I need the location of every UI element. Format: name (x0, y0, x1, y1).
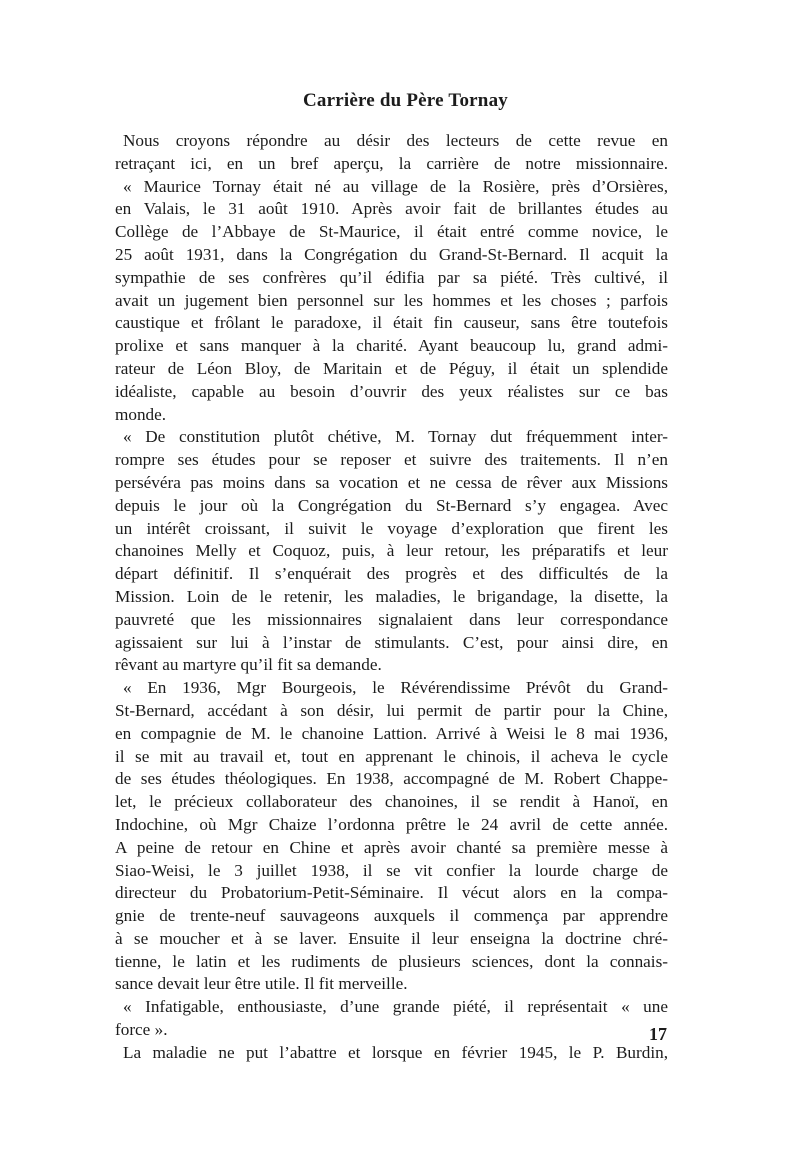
text-line: rompre ses études pour se reposer et suivre des traitements. Il n’en (115, 450, 668, 470)
text-line: prolixe et sans manquer à la charité. Ayant beaucoup lu, grand admi- (115, 336, 668, 356)
text-line: départ définitif. Il s’enquérait des progrès et des difficultés de la (115, 564, 668, 584)
article-title: Carrière du Père Tornay (303, 90, 508, 111)
text-line: idéaliste, capable au besoin d’ouvrir des yeux réalistes sur ce bas (115, 381, 668, 401)
text-line: directeur du Probatorium-Petit-Séminaire. Il vécut alors en la compa- (115, 883, 668, 903)
text-line: chanoines Melly et Coquoz, puis, à leur retour, les préparatifs et leur (115, 541, 668, 561)
text-line: force ». (115, 1020, 168, 1040)
text-line: en compagnie de M. le chanoine Lattion. Arrivé à Weisi le 8 mai 1936, (115, 723, 668, 743)
text-line: « Maurice Tornay était né au village de la Rosière, près d’Orsières, (123, 176, 668, 196)
text-line: La maladie ne put l’abattre et lorsque en février 1945, le P. Burdin, (123, 1042, 668, 1062)
text-line: « De constitution plutôt chétive, M. Tornay dut fréquemment inter- (123, 427, 668, 447)
text-line: rateur de Léon Bloy, de Maritain et de Péguy, il était un splendide (115, 358, 668, 378)
text-line: St-Bernard, accédant à son désir, lui permit de partir pour la Chine, (115, 700, 668, 720)
text-line: let, le précieux collaborateur des chanoines, il se rendit à Hanoï, en (115, 792, 668, 812)
text-line: 25 août 1931, dans la Congrégation du Grand-St-Bernard. Il acquit la (115, 244, 668, 264)
text-line: pauvreté que les missionnaires signalaient dans leur correspondance (115, 609, 668, 629)
text-line: de ses études théologiques. En 1938, accompagné de M. Robert Chappe- (115, 769, 668, 789)
text-line: retraçant ici, en un bref aperçu, la carrière de notre missionnaire. (115, 153, 668, 173)
text-line: à se moucher et à se laver. Ensuite il leur enseigna la doctrine chré- (115, 928, 668, 948)
page-number: 17 (649, 1024, 667, 1044)
page-content (115, 88, 668, 1065)
text-line: Nous croyons répondre au désir des lecteurs de cette revue en (123, 131, 668, 150)
text-line: A peine de retour en Chine et après avoir chanté sa première messe à (115, 837, 668, 857)
text-line: gnie de trente-neuf sauvageons auxquels il commença par apprendre (115, 906, 668, 926)
article-body (115, 130, 668, 1065)
text-line: Collège de l’Abbaye de St-Maurice, il était entré comme novice, le (115, 222, 668, 242)
text-line: monde. (115, 404, 167, 424)
text-line: rêvant au martyre qu’il fit sa demande. (115, 655, 382, 675)
text-line: tienne, le latin et les rudiments de plusieurs sciences, dont la connais- (115, 951, 668, 971)
text-line: un intérêt croissant, il suivit le voyage d’exploration que firent les (115, 518, 668, 538)
text-line: il se mit au travail et, tout en apprenant le chinois, il acheva le cycle (115, 746, 668, 766)
text-line: sympathie de ses confrères qu’il édifia par sa piété. Très cultivé, il (115, 267, 668, 287)
text-line: « En 1936, Mgr Bourgeois, le Révérendissime Prévôt du Grand- (123, 678, 668, 698)
text-line: Indochine, où Mgr Chaize l’ordonna prêtre le 24 avril de cette année. (115, 814, 668, 834)
text-line: persévéra pas moins dans sa vocation et ne cessa de rêver aux Missions (115, 472, 668, 492)
text-line: Mission. Loin de le retenir, les maladies, le brigandage, la disette, la (115, 586, 668, 606)
text-line: caustique et frôlant le paradoxe, il était fin causeur, sans être toutefois (115, 313, 668, 333)
text-line: sance devait leur être utile. Il fit merveille. (115, 974, 408, 994)
text-line: agissaient sur lui à l’instar de stimulants. C’est, pour ainsi dire, en (115, 632, 668, 652)
text-line: depuis le jour où la Congrégation du St-Bernard s’y engagea. Avec (115, 495, 668, 515)
text-line: avait un jugement bien personnel sur les hommes et les choses ; parfois (115, 290, 668, 310)
text-line: « Infatigable, enthousiaste, d’une grande piété, il représentait « une (123, 997, 668, 1017)
text-line: Siao-Weisi, le 3 juillet 1938, il se vit confier la lourde charge de (115, 860, 668, 880)
text-line: en Valais, le 31 août 1910. Après avoir fait de brillantes études au (115, 199, 668, 219)
